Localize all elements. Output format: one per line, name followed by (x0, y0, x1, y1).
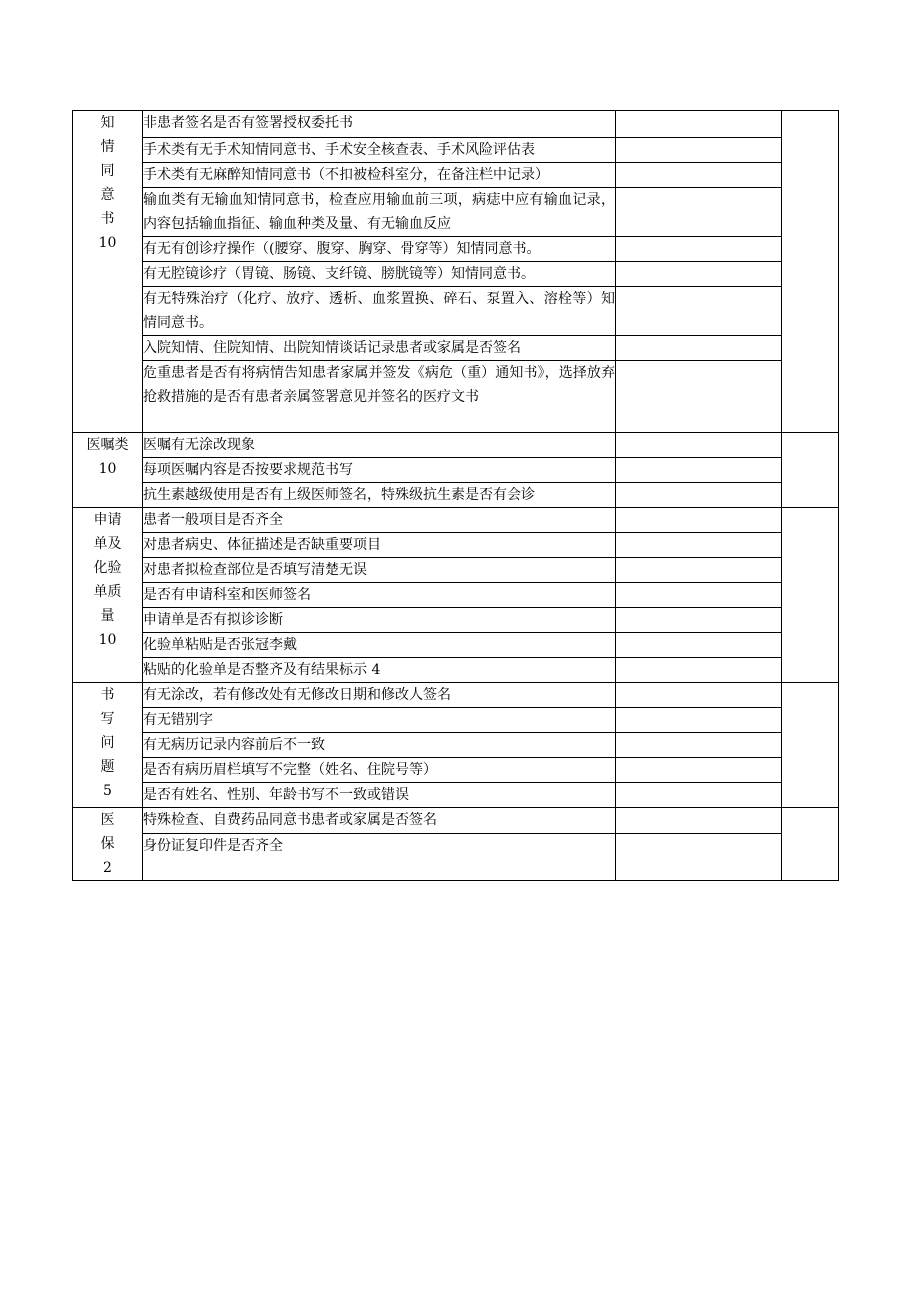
check-item-cell (143, 138, 616, 163)
check-item-text: 有无有创诊疗操作（(腰穿、腹穿、胸穿、骨穿等）知情同意书。 (143, 241, 541, 257)
score-cell[interactable] (616, 138, 782, 163)
category-cell (73, 433, 143, 508)
check-item-text: 对患者拟检查部位是否填写清楚无误 (143, 562, 367, 578)
check-item-cell (143, 583, 616, 608)
category-label: 申请 单及 化验 单质 量 10 (93, 512, 122, 648)
check-item-cell (143, 508, 616, 533)
score-cell[interactable] (616, 608, 782, 633)
check-item-cell (143, 458, 616, 483)
table-row (73, 237, 839, 262)
check-item-text: 非患者签名是否有签署授权委托书 (143, 115, 353, 131)
check-item-text: 有无涂改，若有修改处有无修改日期和修改人签名 (143, 687, 451, 703)
table-row (73, 433, 839, 458)
check-item-text: 化验单粘贴是否张冠李戴 (143, 637, 297, 653)
check-item-cell (143, 433, 616, 458)
table-row (73, 163, 839, 188)
check-item-cell (143, 188, 616, 237)
category-label: 医 保 2 (100, 812, 115, 876)
score-cell[interactable] (616, 808, 782, 834)
check-item-cell (143, 558, 616, 583)
table-row (73, 833, 839, 880)
remarks-cell[interactable] (782, 433, 839, 508)
category-cell (73, 508, 143, 683)
table-row (73, 808, 839, 834)
check-item-text: 是否有申请科室和医师签名 (143, 587, 311, 603)
table-row (73, 262, 839, 287)
score-cell[interactable] (616, 163, 782, 188)
score-cell[interactable] (616, 361, 782, 433)
check-item-cell (143, 111, 616, 138)
score-cell[interactable] (616, 262, 782, 287)
check-item-cell (143, 287, 616, 336)
table-row (73, 558, 839, 583)
score-cell[interactable] (616, 733, 782, 758)
table-row (73, 658, 839, 683)
score-cell[interactable] (616, 287, 782, 336)
score-cell[interactable] (616, 458, 782, 483)
table-row (73, 533, 839, 558)
check-item-cell (143, 708, 616, 733)
table-row (73, 633, 839, 658)
remarks-cell[interactable] (782, 508, 839, 683)
check-item-text: 有无病历记录内容前后不一致 (143, 737, 325, 753)
check-item-cell (143, 361, 616, 433)
score-cell[interactable] (616, 188, 782, 237)
check-item-cell (143, 658, 616, 683)
check-item-text: 每项医嘱内容是否按要求规范书写 (143, 462, 353, 478)
check-item-cell (143, 237, 616, 262)
score-cell[interactable] (616, 533, 782, 558)
check-item-cell (143, 483, 616, 508)
table-row (73, 783, 839, 808)
score-cell[interactable] (616, 558, 782, 583)
check-item-cell (143, 262, 616, 287)
table-row (73, 583, 839, 608)
check-item-text: 有无错别字 (143, 712, 213, 728)
score-cell[interactable] (616, 483, 782, 508)
score-cell[interactable] (616, 708, 782, 733)
score-cell[interactable] (616, 237, 782, 262)
table-row (73, 336, 839, 361)
score-cell[interactable] (616, 583, 782, 608)
table-row (73, 483, 839, 508)
table-row (73, 683, 839, 708)
remarks-cell[interactable] (782, 808, 839, 881)
table-row (73, 188, 839, 237)
remarks-cell[interactable] (782, 111, 839, 433)
score-cell[interactable] (616, 683, 782, 708)
check-item-cell (143, 783, 616, 808)
check-item-text: 手术类有无麻醉知情同意书（不扣被检科室分，在备注栏中记录） (143, 167, 549, 183)
table-row (73, 608, 839, 633)
check-item-text: 有无特殊治疗（化疗、放疗、透析、血浆置换、碎石、泵置入、溶栓等）知情同意书。 (143, 291, 615, 331)
check-item-cell (143, 163, 616, 188)
check-item-cell (143, 758, 616, 783)
table-row (73, 138, 839, 163)
check-item-text: 粘贴的化验单是否整齐及有结果标示 4 (143, 662, 381, 678)
score-cell[interactable] (616, 758, 782, 783)
category-label: 知 情 同 意 书 10 (98, 115, 117, 251)
check-item-text: 申请单是否有拟诊诊断 (143, 612, 283, 628)
check-item-cell (143, 336, 616, 361)
category-label: 书 写 问 题 5 (100, 687, 115, 799)
category-label: 医嘱类 10 (86, 437, 129, 477)
table-row (73, 458, 839, 483)
check-item-text: 有无腔镜诊疗（胃镜、肠镜、支纤镜、膀胱镜等）知情同意书。 (143, 266, 535, 282)
score-cell[interactable] (616, 508, 782, 533)
score-cell[interactable] (616, 783, 782, 808)
medical-record-checklist-table (72, 110, 839, 881)
score-cell[interactable] (616, 336, 782, 361)
category-cell (73, 111, 143, 433)
score-cell[interactable] (616, 658, 782, 683)
check-item-text: 危重患者是否有将病情告知患者家属并签发《病危（重）通知书》，选择放弃抢救措施的是否有患者亲属签署意见并签名的医疗文书 (143, 365, 615, 405)
check-item-text: 入院知情、住院知情、出院知情谈话记录患者或家属是否签名 (143, 340, 521, 356)
category-cell (73, 808, 143, 881)
check-item-cell (143, 633, 616, 658)
category-cell (73, 683, 143, 808)
check-item-text: 特殊检查、自费药品同意书患者或家属是否签名 (143, 812, 437, 828)
table-row (73, 361, 839, 433)
check-item-cell (143, 808, 616, 834)
check-item-cell (143, 608, 616, 633)
check-item-cell (143, 683, 616, 708)
check-item-cell (143, 733, 616, 758)
table-row (73, 758, 839, 783)
table-row (73, 287, 839, 336)
score-cell[interactable] (616, 433, 782, 458)
check-item-text: 医嘱有无涂改现象 (143, 437, 255, 453)
score-cell[interactable] (616, 633, 782, 658)
check-item-text: 是否有姓名、性别、年龄书写不一致或错误 (143, 787, 409, 803)
score-cell[interactable] (616, 111, 782, 138)
score-cell[interactable] (616, 833, 782, 880)
table-row (73, 708, 839, 733)
check-item-text: 是否有病历眉栏填写不完整（姓名、住院号等） (143, 762, 437, 778)
check-item-text: 抗生素越级使用是否有上级医师签名，特殊级抗生素是否有会诊 (143, 487, 535, 503)
check-item-text: 对患者病史、体征描述是否缺重要项目 (143, 537, 381, 553)
table-row (73, 111, 839, 138)
check-item-cell (143, 533, 616, 558)
check-item-text: 患者一般项目是否齐全 (143, 512, 283, 528)
check-item-text: 输血类有无输血知情同意书，检查应用输血前三项，病痣中应有输血记录，内容包括输血指征、输血种类及量、有无输血反应 (143, 192, 615, 232)
check-item-text: 身份证复印件是否齐全 (143, 837, 283, 854)
remarks-cell[interactable] (782, 683, 839, 808)
table-row (73, 508, 839, 533)
check-item-text: 手术类有无手术知情同意书、手术安全核查表、手术风险评估表 (143, 142, 535, 158)
table-row (73, 733, 839, 758)
check-item-cell (143, 833, 616, 880)
